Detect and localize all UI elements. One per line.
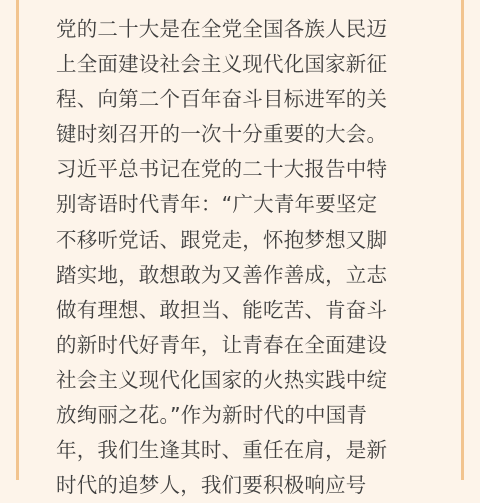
- article-line: 放绚丽之花。”作为新时代的中国青: [56, 403, 368, 428]
- article-line: 党的二十大是在全党全国各族人民迈: [56, 17, 388, 41]
- article-line: 习近平总书记在党的二十大报告中特: [56, 157, 388, 182]
- article-line: 时代的追梦人，我们要积极响应号: [56, 473, 367, 498]
- article-line: 的新时代好青年，让青春在全面建设: [56, 332, 388, 357]
- article-line: 上全面建设社会主义现代化国家新征: [56, 52, 388, 77]
- left-border-line: [16, 0, 19, 480]
- article-body: [56, 12, 446, 503]
- article-line: 社会主义现代化国家的火热实践中绽: [56, 367, 388, 392]
- article-line: 做有理想、敢担当、能吃苦、肯奋斗: [56, 297, 388, 322]
- article-line: 别寄语时代青年：“广大青年要坚定: [56, 192, 378, 217]
- right-border-line: [461, 0, 464, 480]
- article-line: 键时刻召开的一次十分重要的大会。: [56, 122, 388, 147]
- article-line: 不移听党话、跟党走，怀抱梦想又脚: [56, 227, 388, 252]
- article-line: 年，我们生逢其时、重任在肩，是新: [56, 438, 388, 463]
- article-line: 程、向第二个百年奋斗目标进军的关: [56, 87, 388, 112]
- article-line: 踏实地，敢想敢为又善作善成，立志: [56, 262, 388, 287]
